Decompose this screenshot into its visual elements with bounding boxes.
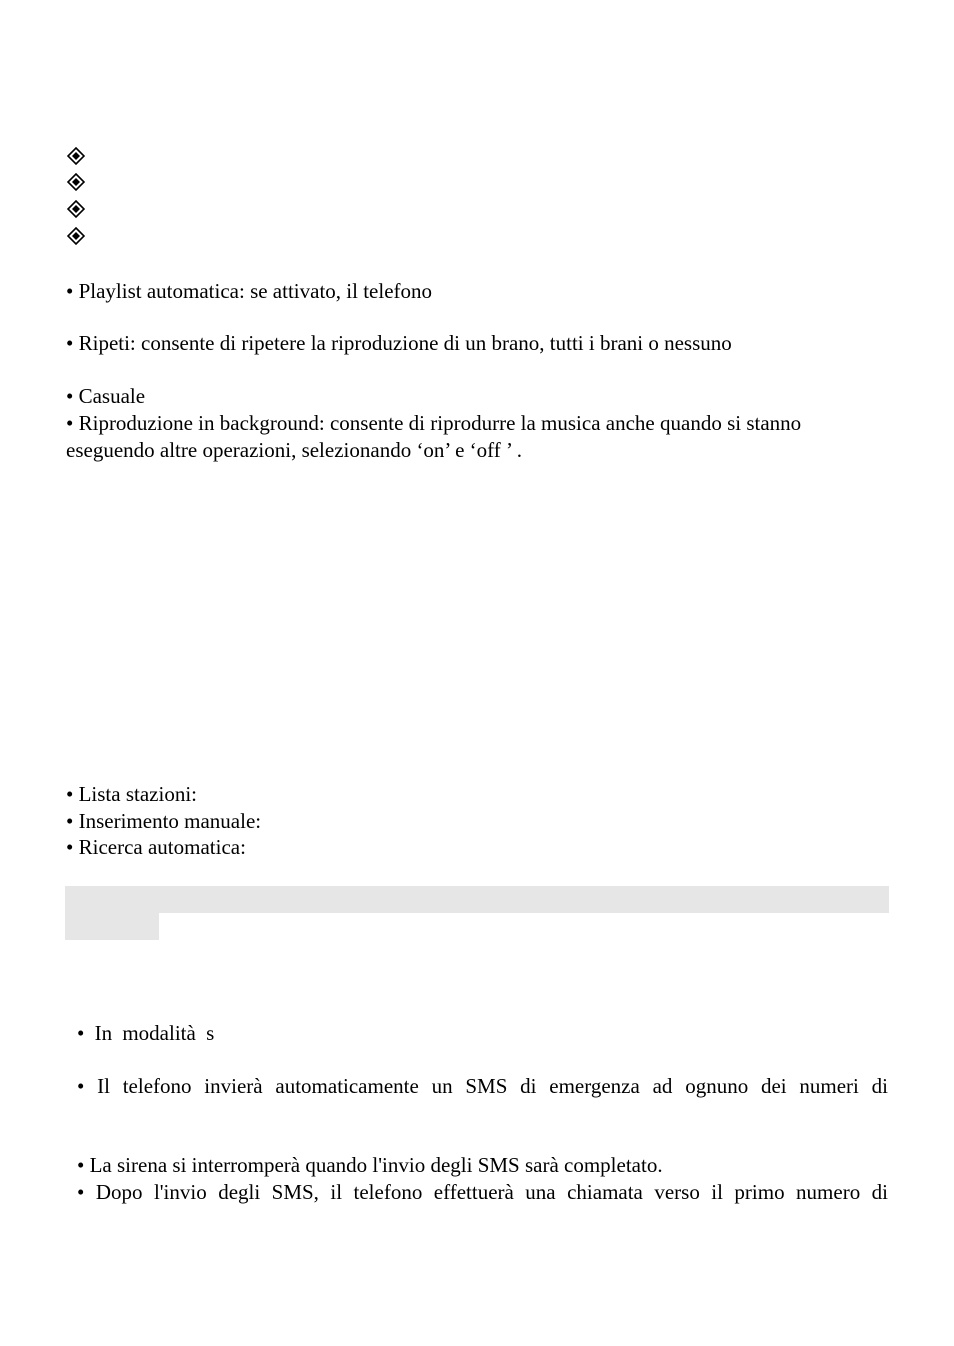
shuffle-option: • Casuale: [66, 384, 146, 408]
section-heading-band-tail: [65, 913, 159, 940]
manual-input-option: • Inserimento manuale:: [66, 809, 262, 833]
repeat-option: • Ripeti: consente di ripetere la riproduzione di un brano, tutti i brani o nessuno: [66, 331, 732, 355]
diamond-bullet-icon: [67, 227, 85, 245]
sos-sms-item: • Il telefono invierà automaticamente un SMS di emergenza ad ognuno dei numeri di: [77, 1074, 888, 1098]
background-play-option-continued: eseguendo altre operazioni, selezionando ‘on’ e ‘off ’ .: [66, 438, 522, 462]
section-heading-band: [65, 886, 889, 913]
sos-siren-item: • La sirena si interromperà quando l'invio degli SMS sarà completato.: [77, 1153, 663, 1177]
playlist-option: • Playlist automatica: se attivato, il telefono: [66, 279, 433, 303]
background-play-option: • Riproduzione in background: consente di riprodurre la musica anche quando si stanno: [66, 411, 802, 435]
sos-call-item: • Dopo l'invio degli SMS, il telefono effettuerà una chiamata verso il primo numero di: [77, 1180, 888, 1204]
station-list-option: • Lista stazioni:: [66, 782, 197, 806]
diamond-bullet-icon: [67, 147, 85, 165]
sos-mode-item: • In modalità s: [77, 1021, 215, 1045]
auto-search-option: • Ricerca automatica:: [66, 835, 246, 859]
diamond-bullet-icon: [67, 200, 85, 218]
diamond-bullet-icon: [67, 173, 85, 191]
